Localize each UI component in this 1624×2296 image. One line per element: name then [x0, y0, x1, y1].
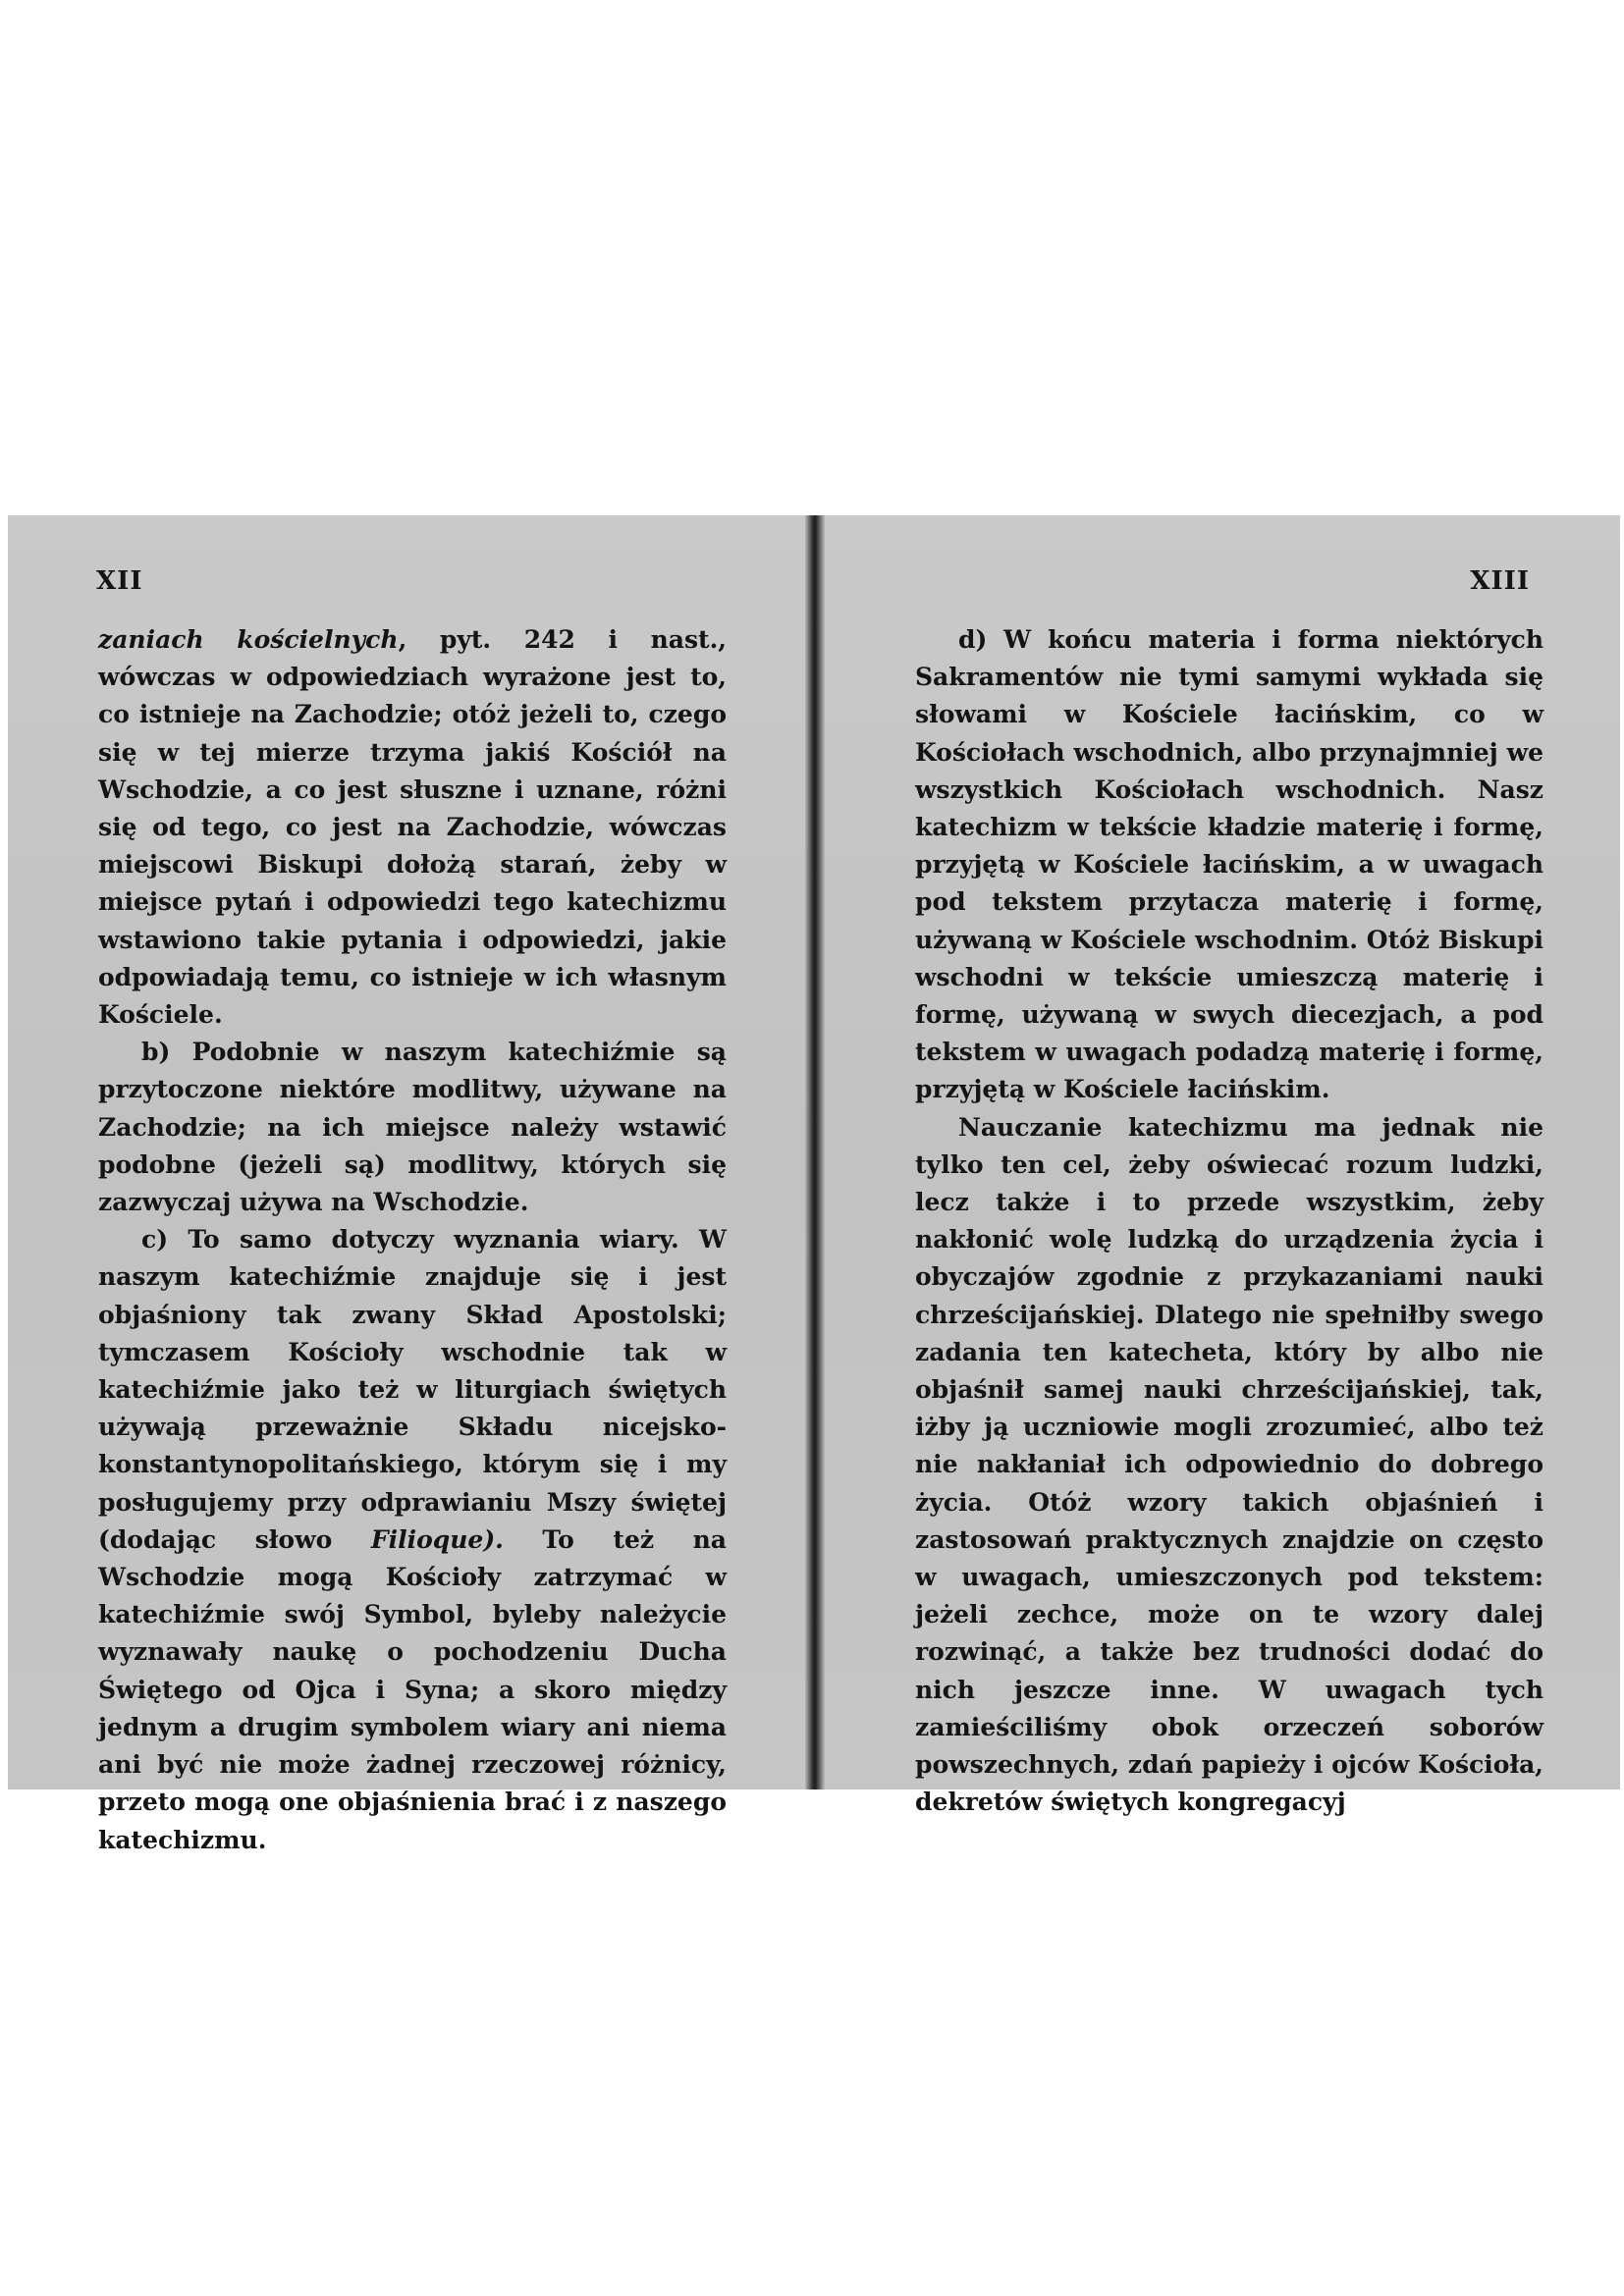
paragraph — [915, 621, 1543, 1109]
text-segment: zaniach kościelnych — [98, 625, 399, 654]
text-segment: b) Podobnie w naszym katechiźmie są przytoczone niektóre modlitwy, używane na Zachodzie; na ich miejsce należy wstawić podobne (jeżeli są) modlitwy, których się zazwyczaj używa na Wschodzie. — [98, 1038, 727, 1217]
page-number-right: XIII — [1470, 566, 1530, 596]
text-segment: c) To samo dotyczy wyznania wiary. W naszym katechiźmie znajduje się i jest objaśniony tak zwany Skład Apostolski; tymczasem Kościoły wschodnie tak w katechiźmie jako też w liturgiach świętych używają przeważnie Składu nicejsko-konstantynopolitańskiego, którym się i my posługujemy przy odprawianiu Mszy świętej (dodając słowo — [98, 1225, 727, 1554]
paragraph — [98, 621, 727, 1034]
paragraph — [98, 1034, 727, 1221]
right-page — [813, 515, 1620, 1817]
text-segment: Nauczanie katechizmu ma jednak nie tylko ten cel, żeby oświecać rozum ludzki, lecz także i to przede wszystkim, żeby nakłonić wolę ludzką do urządzenia życia i obyczajów zgodnie z przykazaniami nauki chrześcijańskiej. Dlatego nie spełniłby swego zadania ten katecheta, który by albo nie objaśnił samej nauki chrześcijańskiej, tak, iżby ją uczniowie mogli zrozumieć, albo też nie nakłaniał ich odpowiednio do dobrego życia. Otóż wzory takich objaśnień i zastosowań praktycznych znajdzie on często w uwagach, umieszczonych pod tekstem: jeżeli zechce, może on te wzory dalej rozwinąć, a także bez trudności dodać do nich jeszcze inne. W uwagach tych zamieściliśmy obok orzeczeń soborów powszechnych, zdań papieży i ojców Kościoła, dekretów świętych kongregacyj — [915, 1112, 1543, 1817]
text-segment: , pyt. 242 i nast., wówczas w odpowiedziach wyrażone jest to, co istnieje na Zachodzie; otóż jeżeli to, czego się w tej mierze trzyma jakiś Kościół na Wschodzie, a co jest słuszne i uznane, różni się od tego, co jest na Zachodzie, wówczas miejscowi Biskupi dołożą starań, żeby w miejsce pytań i odpowiedzi tego katechizmu wstawiono takie pytania i odpowiedzi, jakie odpowiadają temu, co istnieje w ich własnym Kościele. — [98, 625, 727, 1030]
book-scan — [8, 515, 1620, 1854]
book-gutter — [805, 515, 825, 1789]
left-page — [8, 515, 813, 1854]
page-number-left: XII — [96, 566, 143, 596]
text-segment: To też na Wschodzie mogą Kościoły zatrzymać w katechiźmie swój Symbol, byleby należycie wyznawały naukę o pochodzeniu Ducha Świętego od Ojca i Syna; a skoro między jednym a drugim symbolem wiary ani niema ani być nie może żadnej rzeczowej różnicy, przeto mogą one objaśnienia brać i z naszego katechizmu. — [98, 1524, 728, 1854]
right-page-text — [915, 621, 1543, 1822]
paragraph — [98, 1221, 727, 1858]
text-segment: d) W końcu materia i forma niektórych Sakramentów nie tymi samymi wykłada się słowami w Kościele łacińskim, co w Kościołach wschodnich, albo przynajmniej we wszystkich Kościołach wschodnich. Nasz katechizm w tekście kładzie materię i formę, przyjętą w Kościele łacińskim, a w uwagach pod tekstem przytacza materię i formę, używaną w Kościele wschodnim. Otóż Biskupi wschodni w tekście umieszczą materię i formę, używaną w swych diecezjach, a pod tekstem w uwagach podadzą materię i formę, przyjętą w Kościele łacińskim. — [915, 625, 1543, 1104]
text-segment: Filioque). — [370, 1524, 504, 1554]
paragraph — [915, 1109, 1543, 1822]
left-page-text — [98, 621, 727, 1859]
